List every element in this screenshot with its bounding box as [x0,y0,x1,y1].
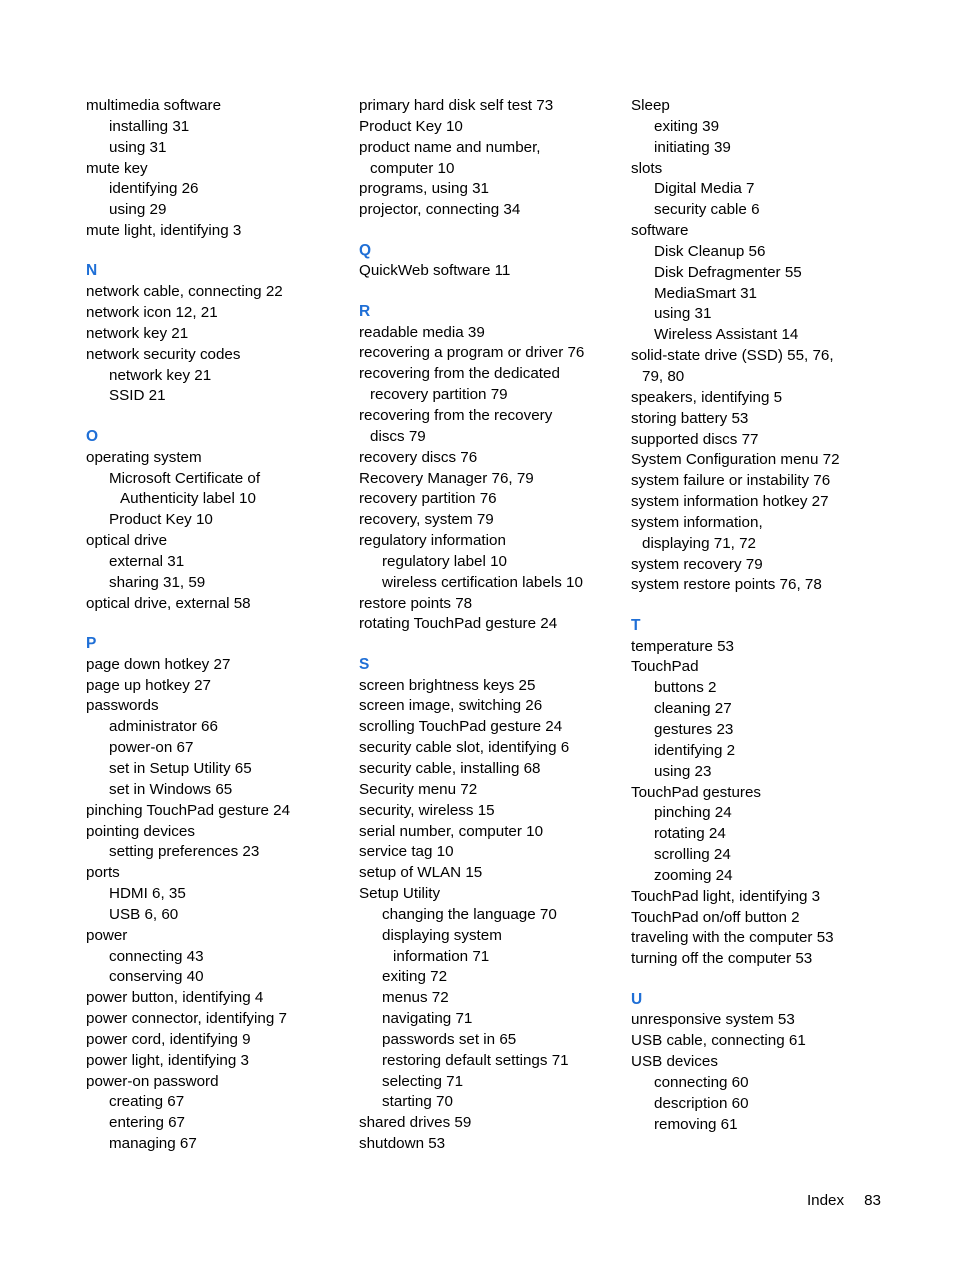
index-subentry: Digital Media 7 [654,180,755,198]
index-entry: solid-state drive (SSD) 55, 76, [631,347,834,365]
index-subentry: information 71 [393,947,490,965]
index-entry: recovery discs 76 [359,448,478,466]
index-entry: security, wireless 15 [359,801,495,819]
index-entry: pinching TouchPad gesture 24 [86,801,291,819]
index-entry: screen brightness keys 25 [359,676,536,694]
index-entry: TouchPad on/off button 2 [631,908,800,926]
index-entry: Recovery Manager 76, 79 [359,469,534,487]
index-subentry: MediaSmart 31 [654,284,757,302]
index-entry: System Configuration menu 72 [631,451,840,469]
index-entry: Sleep [631,97,670,114]
index-subentry: Authenticity label 10 [120,490,256,508]
index-entry: network cable, connecting 22 [86,283,283,301]
section-letter: N [86,262,98,280]
index-entry: slots [631,159,663,177]
index-subentry: zooming 24 [654,866,733,884]
index-entry: shutdown 53 [359,1135,446,1153]
index-subentry: wireless certification labels 10 [382,573,583,591]
index-subentry: set in Setup Utility 65 [109,759,252,777]
index-entry: page up hotkey 27 [86,676,211,694]
index-entry: serial number, computer 10 [359,822,544,840]
index-entry: TouchPad [631,658,699,676]
index-entry: rotating TouchPad gesture 24 [359,615,558,633]
index-subentry: regulatory label 10 [382,552,507,570]
index-column-3 [631,96,893,1136]
index-subentry: gestures 23 [654,720,734,738]
index-entry: product name and number, [359,138,541,156]
index-entry: power cord, identifying 9 [86,1030,251,1048]
index-subentry: connecting 60 [654,1073,749,1091]
index-entry: USB devices [631,1053,718,1071]
page-footer [807,1192,881,1209]
index-entry: QuickWeb software 11 [359,262,511,280]
index-entry: projector, connecting 34 [359,201,521,219]
index-entry: regulatory information [359,532,506,550]
index-entry: page down hotkey 27 [86,655,231,673]
index-entry: recovering a program or driver 76 [359,344,585,362]
index-entry: Product Key 10 [359,117,463,135]
index-subentry: identifying 26 [109,180,199,198]
index-entry: power button, identifying 4 [86,989,264,1007]
index-entry: optical drive [86,532,168,550]
index-entry: scrolling TouchPad gesture 24 [359,718,563,736]
index-subentry: displaying 71, 72 [642,534,756,552]
index-subentry: cleaning 27 [654,700,732,718]
index-subentry: HDMI 6, 35 [109,885,186,903]
index-entry: restore points 78 [359,594,473,612]
index-subentry: Disk Cleanup 56 [654,242,766,260]
index-entry: supported discs 77 [631,430,759,448]
index-entry: service tag 10 [359,843,454,861]
index-entry: storing battery 53 [631,409,749,427]
index-subentry: SSID 21 [109,387,166,405]
index-entry: turning off the computer 53 [631,950,813,968]
index-subentry: using 23 [654,762,712,780]
index-subentry: description 60 [654,1094,749,1112]
index-subentry: navigating 71 [382,1010,473,1028]
index-subentry: setting preferences 23 [109,843,260,861]
index-entry: Setup Utility [359,885,441,903]
index-column-2 [359,96,621,1155]
index-entry: shared drives 59 [359,1114,472,1132]
section-letter: Q [359,241,372,259]
index-subentry: security cable 6 [654,201,760,219]
index-entry: system information hotkey 27 [631,493,829,511]
index-entry: primary hard disk self test 73 [359,97,554,114]
index-entry: TouchPad light, identifying 3 [631,887,821,905]
index-entry: power connector, identifying 7 [86,1010,287,1028]
index-subentry: rotating 24 [654,825,726,843]
index-entry: recovering from the recovery [359,406,553,424]
index-entry: TouchPad gestures [631,783,762,801]
index-subentry: pinching 24 [654,804,732,822]
index-entry: setup of WLAN 15 [359,864,483,882]
index-entry: network security codes [86,345,241,363]
index-subentry: installing 31 [109,117,190,135]
section-letter: T [631,616,641,634]
index-subentry: selecting 71 [382,1072,464,1090]
index-subentry: network key 21 [109,366,212,384]
section-letter: O [86,427,99,445]
index-subentry: creating 67 [109,1093,185,1111]
index-entry: screen image, switching 26 [359,697,543,715]
section-letter: R [359,302,371,320]
index-entry: system failure or instability 76 [631,472,831,490]
index-subentry: exiting 39 [654,117,720,135]
index-entry: power light, identifying 3 [86,1051,249,1069]
index-entry: software [631,222,689,240]
index-subentry: using 31 [654,305,712,323]
index-subentry: managing 67 [109,1135,197,1153]
index-entry: pointing devices [86,822,195,840]
index-entry: recovery, system 79 [359,511,494,529]
index-entry: power [86,926,128,944]
index-subentry: using 31 [109,138,167,156]
index-entry: network icon 12, 21 [86,304,218,322]
index-entry: passwords [86,697,159,715]
page-number: 83 [864,1192,881,1209]
index-column-1 [86,96,348,1155]
index-subentry: removing 61 [654,1115,738,1133]
index-subentry: 79, 80 [642,367,685,385]
index-entry: multimedia software [86,97,222,114]
index-entry: traveling with the computer 53 [631,929,834,947]
index-entry: readable media 39 [359,323,485,341]
index-subentry: entering 67 [109,1114,185,1132]
index-entry: ports [86,864,120,882]
index-subentry: recovery partition 79 [370,386,508,404]
index-subentry: set in Windows 65 [109,780,233,798]
index-subentry: Disk Defragmenter 55 [654,263,802,281]
index-entry: security cable slot, identifying 6 [359,739,570,757]
index-subentry: changing the language 70 [382,905,557,923]
index-entry: mute key [86,159,148,177]
index-entry: system recovery 79 [631,555,763,573]
index-entry: optical drive, external 58 [86,594,251,612]
index-entry: temperature 53 [631,637,734,655]
index-entry: system information, [631,513,763,531]
index-entry: speakers, identifying 5 [631,388,783,406]
footer-label: Index [806,1192,845,1209]
index-entry: unresponsive system 53 [631,1011,795,1029]
index-subentry: Product Key 10 [109,511,213,529]
index-subentry: administrator 66 [109,718,218,736]
index-entry: security cable, installing 68 [359,759,541,777]
index-subentry: computer 10 [370,159,455,177]
index-subentry: USB 6, 60 [109,905,179,923]
index-subentry: restoring default settings 71 [382,1051,569,1069]
index-entry: network key 21 [86,324,189,342]
index-subentry: buttons 2 [654,679,717,697]
index-subentry: external 31 [109,552,185,570]
index-subentry: identifying 2 [654,741,736,759]
index-subentry: power-on 67 [109,739,194,757]
index-subentry: using 29 [109,201,167,219]
index-entry: recovery partition 76 [359,490,497,508]
index-subentry: displaying system [382,926,502,944]
index-subentry: exiting 72 [382,968,448,986]
index-entry: operating system [86,448,202,466]
section-letter: U [631,990,643,1008]
index-subentry: connecting 43 [109,947,204,965]
index-subentry: starting 70 [382,1093,453,1111]
section-letter: P [86,634,97,652]
index-subentry: menus 72 [382,989,449,1007]
index-entry: mute light, identifying 3 [86,222,242,240]
index-subentry: initiating 39 [654,138,731,156]
index-subentry: discs 79 [370,427,426,445]
index-subentry: scrolling 24 [654,846,731,864]
index-entry: recovering from the dedicated [359,365,560,383]
index-subentry: sharing 31, 59 [109,573,206,591]
index-entry: Security menu 72 [359,780,478,798]
index-entry: programs, using 31 [359,180,490,198]
index-entry: system restore points 76, 78 [631,576,822,594]
index-subentry: Wireless Assistant 14 [654,326,799,344]
index-subentry: Microsoft Certificate of [109,469,261,487]
index-entry: USB cable, connecting 61 [631,1032,806,1050]
section-letter: S [359,655,370,673]
index-entry: power-on password [86,1072,219,1090]
index-subentry: conserving 40 [109,968,204,986]
index-subentry: passwords set in 65 [382,1030,517,1048]
